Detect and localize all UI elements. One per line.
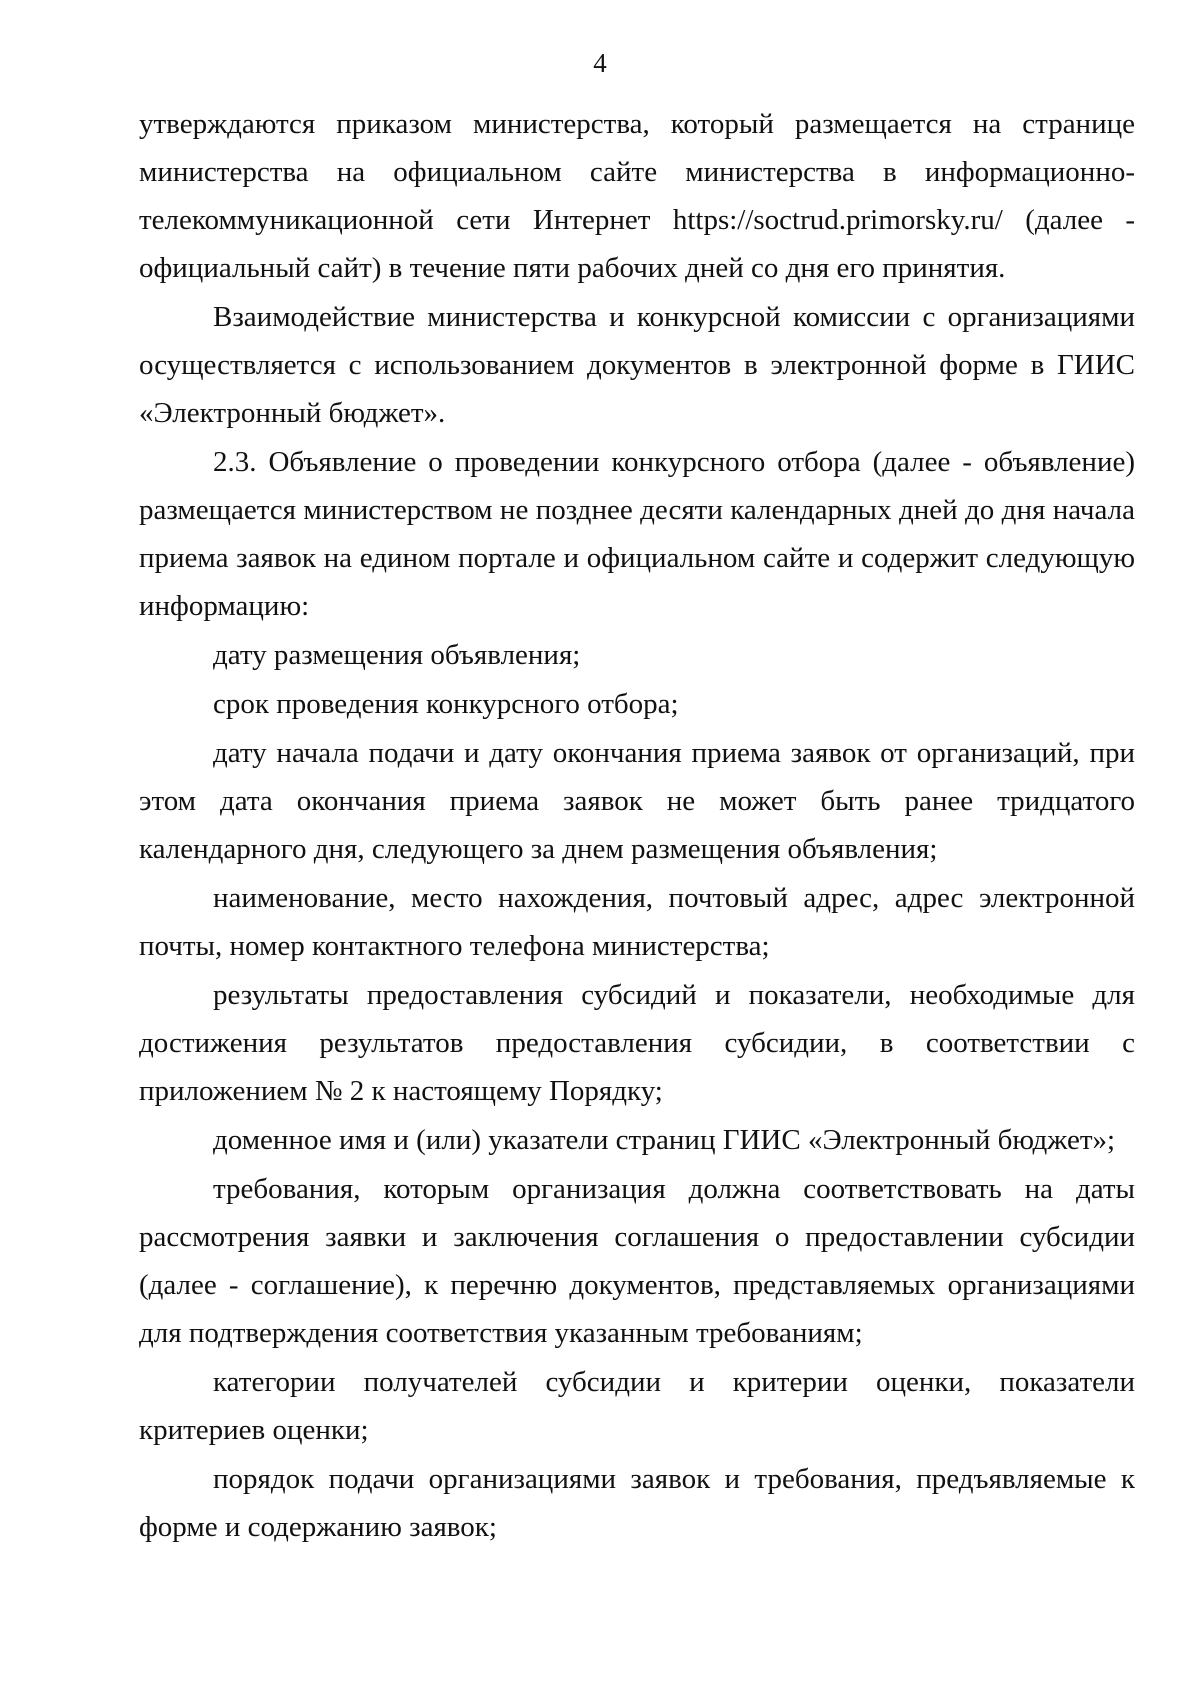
list-item-recipient-categories: категории получателей субсидии и критерии оценки, показатели критериев оценки;	[139, 1366, 1135, 1446]
list-item-subsidy-results: результаты предоставления субсидий и показатели, необходимые для достижения результатов предоставления субсидии, в соответствии с приложением № 2 к настоящему Порядку;	[139, 979, 1135, 1107]
list-item-selection-period: срок проведения конкурсного отбора;	[213, 688, 679, 720]
list-item-ministry-contacts: наименование, место нахождения, почтовый адрес, адрес электронной почты, номер контактного телефона министерства;	[139, 882, 1135, 962]
paragraph-interaction: Взаимодействие министерства и конкурсной комиссии с организациями осуществляется с использованием документов в электронной форме в ГИИС «Электронный бюджет».	[139, 301, 1135, 429]
document-body	[139, 100, 1135, 1552]
list-item-application-procedure: порядок подачи организациями заявок и требования, предъявляемые к форме и содержанию заявок;	[139, 1463, 1135, 1543]
page-number: 4	[593, 48, 607, 78]
list-item-requirements: требования, которым организация должна соответствовать на даты рассмотрения заявки и заключения соглашения о предоставлении субсидии (далее - соглашение), к перечню документов, представляемых организациями для подтверждения соответствия указанным требованиям;	[139, 1173, 1135, 1349]
paragraph-approval-order: утверждаются приказом министерства, который размещается на странице министерства на официальном сайте министерства в информационно-телекоммуникационной сети Интернет https://soctrud.primorsky.ru/ (далее - официальный сайт) в течение пяти рабочих дней со дня его принятия.	[139, 108, 1135, 284]
list-item-domain-name: доменное имя и (или) указатели страниц ГИИС «Электронный бюджет»;	[213, 1124, 1116, 1156]
paragraph-section-2-3: 2.3. Объявление о проведении конкурсного отбора (далее - объявление) размещается министерством не позднее десяти календарных дней до дня начала приема заявок на едином портале и официальном сайте и содержит следующую информацию:	[139, 446, 1135, 622]
list-item-application-dates: дату начала подачи и дату окончания приема заявок от организаций, при этом дата окончания приема заявок не может быть ранее тридцатого календарного дня, следующего за днем размещения объявления;	[139, 737, 1135, 865]
list-item-publication-date: дату размещения объявления;	[213, 639, 581, 671]
